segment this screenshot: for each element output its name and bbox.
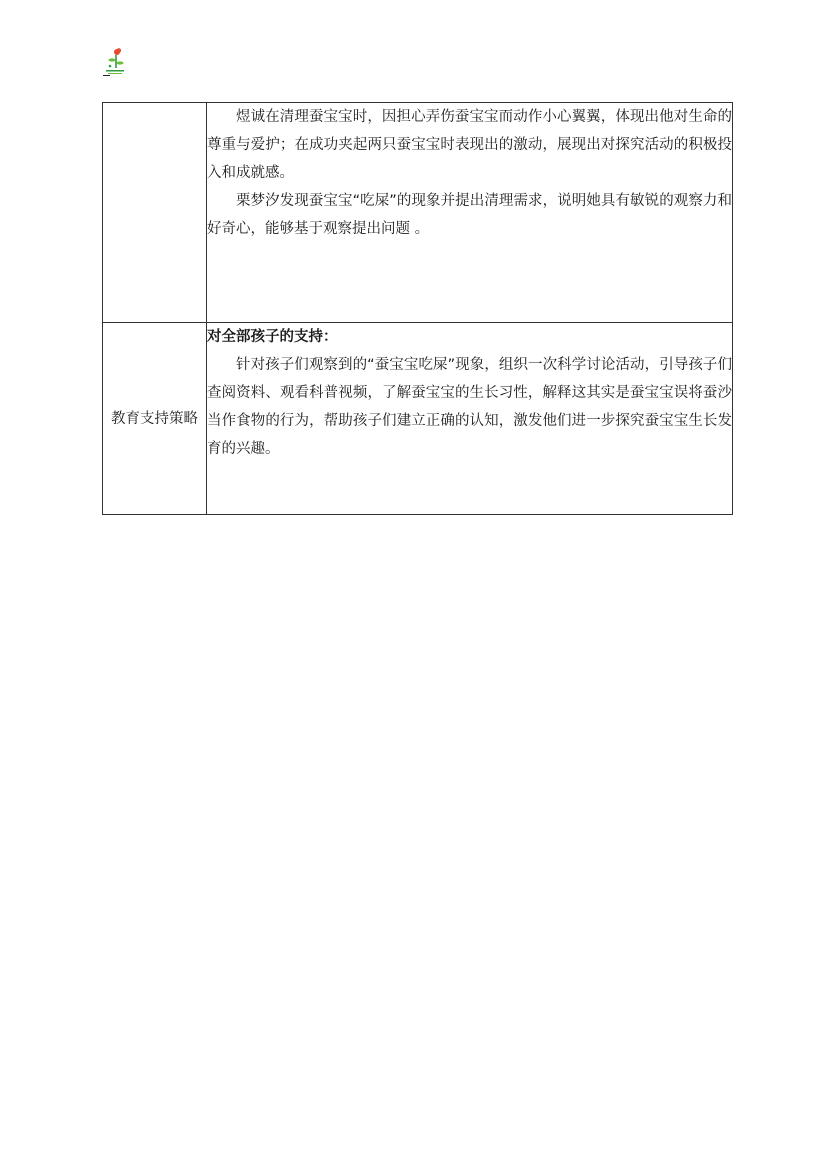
strategy-content [207,323,733,515]
strategy-paragraph: 针对孩子们观察到的“蚕宝宝吃屎”现象，组织一次科学讨论活动，引导孩子们查阅资料、观看科普视频，了解蚕宝宝的生长习性，解释这其实是蚕宝宝误将蚕沙当作食物的行为，帮助孩子们建立正确的认知，激发他们进一步探究蚕宝宝生长发育的兴趣。 [207,357,732,457]
table-row [103,103,733,323]
row-label [103,103,207,323]
header-rule [103,75,110,76]
flower-logo-icon [103,46,127,78]
analysis-paragraph: 煜诚在清理蚕宝宝时，因担心弄伤蚕宝宝而动作小心翼翼，体现出他对生命的尊重与爱护；在成功夹起两只蚕宝宝时表现出的激动，展现出对探究活动的积极投入和成就感。 [207,109,732,181]
analysis-content [207,103,733,323]
row-label: 教育支持策略 [103,323,207,515]
analysis-paragraph: 栗梦汐发现蚕宝宝“吃屎”的现象并提出清理需求，说明她具有敏锐的观察力和好奇心，能够基于观察提出问题 。 [207,193,732,237]
strategy-heading: 对全部孩子的支持： [207,329,338,345]
school-logo [103,46,127,78]
observation-table [102,102,733,515]
table-row [103,323,733,515]
